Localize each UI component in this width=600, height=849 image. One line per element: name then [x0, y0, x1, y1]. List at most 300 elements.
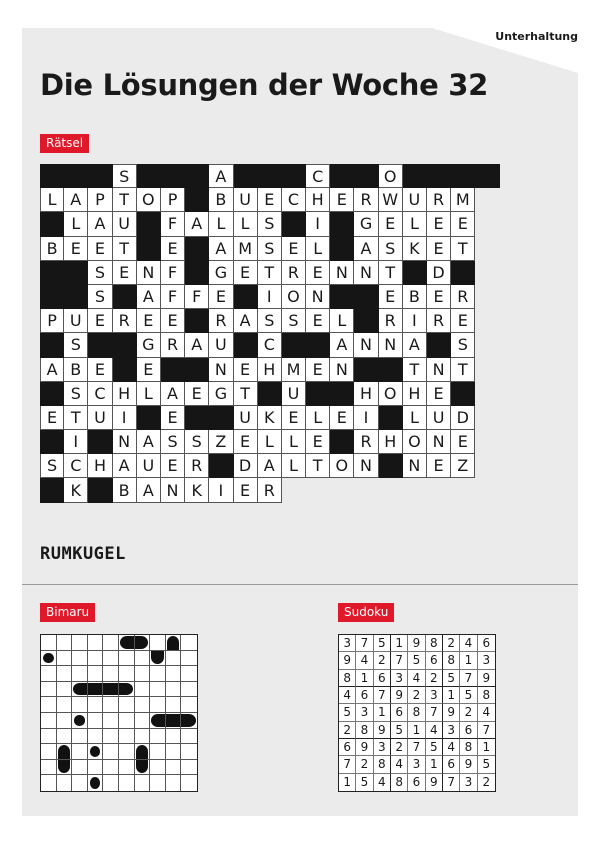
crossword-letter-cell: E — [161, 454, 185, 478]
crossword-letter-cell: E — [234, 358, 258, 382]
sudoku-cell: 9 — [478, 670, 495, 687]
sudoku-cell: 7 — [339, 756, 356, 773]
ship-segment — [58, 760, 71, 774]
bimaru-cell — [119, 760, 135, 776]
sudoku-cell: 2 — [443, 635, 460, 652]
sudoku-cell: 4 — [478, 704, 495, 721]
crossword-letter-cell: E — [306, 261, 330, 285]
raetsel-tag: Rätsel — [40, 134, 89, 153]
sudoku-cell: 9 — [460, 756, 477, 773]
sudoku-cell: 7 — [374, 687, 391, 704]
crossword-letter-cell: S — [451, 333, 475, 357]
sudoku-cell: 8 — [426, 635, 443, 652]
crossword-black-cell — [234, 333, 258, 357]
sudoku-cell: 1 — [426, 756, 443, 773]
bimaru-cell — [88, 775, 104, 791]
sudoku-cell: 9 — [339, 652, 356, 669]
sudoku-cell: 7 — [391, 652, 408, 669]
bimaru-cell — [88, 760, 104, 776]
crossword-letter-cell: L — [403, 212, 427, 236]
crossword-letter-cell: S — [88, 285, 112, 309]
crossword-letter-cell: A — [354, 237, 378, 261]
crossword-black-cell — [306, 382, 330, 406]
crossword-black-cell — [209, 454, 233, 478]
bimaru-cell — [119, 666, 135, 682]
category-label: Unterhaltung — [495, 30, 578, 43]
ship-segment — [167, 636, 180, 650]
bimaru-cell — [166, 651, 182, 667]
crossword-letter-cell: E — [282, 237, 306, 261]
crossword-solution: RUMKUGEL — [40, 544, 126, 564]
crossword-letter-cell: U — [403, 188, 427, 212]
bimaru-cell — [150, 713, 166, 729]
crossword-black-cell — [330, 237, 354, 261]
crossword-black-cell — [427, 164, 451, 188]
crossword-letter-cell: H — [306, 188, 330, 212]
bimaru-tag: Bimaru — [40, 603, 95, 622]
crossword-empty-area — [451, 478, 475, 502]
crossword-black-cell — [137, 237, 161, 261]
crossword-letter-cell: E — [427, 237, 451, 261]
crossword-black-cell — [185, 188, 209, 212]
crossword-black-cell — [185, 164, 209, 188]
crossword-black-cell — [403, 164, 427, 188]
sudoku-cell: 4 — [356, 652, 373, 669]
bimaru-cell — [72, 713, 88, 729]
ship-segment — [151, 714, 165, 727]
crossword-empty-area — [427, 478, 451, 502]
bimaru-cell — [41, 666, 57, 682]
crossword-letter-cell: O — [137, 188, 161, 212]
crossword-letter-cell: R — [113, 309, 137, 333]
section-divider — [22, 584, 578, 585]
crossword-black-cell — [185, 237, 209, 261]
bimaru-cell — [181, 775, 197, 791]
bimaru-cell — [103, 760, 119, 776]
crossword-letter-cell: E — [88, 309, 112, 333]
bimaru-cell — [103, 713, 119, 729]
bimaru-cell — [181, 635, 197, 651]
crossword-letter-cell: E — [258, 188, 282, 212]
sudoku-cell: 6 — [426, 652, 443, 669]
sudoku-cell: 8 — [391, 774, 408, 791]
sudoku-cell: 6 — [443, 756, 460, 773]
crossword-black-cell — [161, 164, 185, 188]
crossword-black-cell — [451, 164, 475, 188]
bimaru-cell — [135, 635, 151, 651]
sudoku-cell: 5 — [356, 774, 373, 791]
crossword-letter-cell: L — [306, 237, 330, 261]
sudoku-cell: 7 — [478, 722, 495, 739]
crossword-letter-cell: B — [403, 285, 427, 309]
bimaru-cell — [57, 697, 73, 713]
bimaru-cell — [150, 651, 166, 667]
bimaru-cell — [135, 775, 151, 791]
crossword-black-cell — [40, 164, 64, 188]
sudoku-cell: 1 — [356, 670, 373, 687]
sudoku-cell: 2 — [374, 652, 391, 669]
crossword-black-cell — [161, 358, 185, 382]
crossword-letter-cell: R — [451, 285, 475, 309]
crossword-letter-cell: R — [354, 430, 378, 454]
crossword-black-cell — [88, 430, 112, 454]
crossword-letter-cell: L — [137, 382, 161, 406]
crossword-letter-cell: K — [258, 406, 282, 430]
crossword-letter-cell: L — [40, 188, 64, 212]
crossword-letter-cell: G — [354, 212, 378, 236]
sudoku-tag: Sudoku — [338, 603, 394, 622]
bimaru-cell — [166, 760, 182, 776]
sudoku-cell: 1 — [443, 687, 460, 704]
ship-segment — [151, 651, 164, 665]
crossword-empty-area — [475, 430, 499, 454]
crossword-letter-cell: E — [379, 285, 403, 309]
sudoku-cell: 6 — [339, 739, 356, 756]
crossword-letter-cell: E — [282, 406, 306, 430]
crossword-letter-cell: T — [258, 261, 282, 285]
crossword-letter-cell: R — [379, 309, 403, 333]
crossword-letter-cell: R — [427, 188, 451, 212]
crossword-letter-cell: T — [113, 237, 137, 261]
crossword-letter-cell: A — [234, 309, 258, 333]
bimaru-cell — [88, 744, 104, 760]
crossword-letter-cell: P — [40, 309, 64, 333]
crossword-letter-cell: T — [234, 382, 258, 406]
bimaru-cell — [150, 635, 166, 651]
crossword-letter-cell: E — [88, 358, 112, 382]
sudoku-cell: 8 — [374, 756, 391, 773]
crossword-letter-cell: E — [451, 212, 475, 236]
bimaru-cell — [103, 729, 119, 745]
crossword-letter-cell: E — [234, 478, 258, 502]
crossword-letter-cell: A — [209, 237, 233, 261]
crossword-letter-cell: K — [64, 478, 88, 502]
crossword-letter-cell: W — [379, 188, 403, 212]
crossword-letter-cell: E — [64, 237, 88, 261]
sudoku-cell: 6 — [374, 670, 391, 687]
crossword-letter-cell: A — [137, 478, 161, 502]
crossword-letter-cell: E — [330, 406, 354, 430]
sudoku-cell: 3 — [408, 756, 425, 773]
bimaru-cell — [88, 651, 104, 667]
crossword-black-cell — [282, 164, 306, 188]
bimaru-cell — [103, 697, 119, 713]
bimaru-cell — [72, 666, 88, 682]
crossword-letter-cell: I — [113, 406, 137, 430]
sudoku-cell: 6 — [478, 635, 495, 652]
bimaru-cell — [41, 713, 57, 729]
crossword-black-cell — [403, 261, 427, 285]
ship-segment — [120, 636, 134, 649]
crossword-letter-cell: H — [113, 382, 137, 406]
crossword-letter-cell: H — [258, 358, 282, 382]
crossword-letter-cell: T — [403, 358, 427, 382]
sudoku-cell: 2 — [356, 756, 373, 773]
crossword-letter-cell: N — [379, 333, 403, 357]
crossword-letter-cell: A — [137, 430, 161, 454]
bimaru-cell — [181, 651, 197, 667]
crossword-letter-cell: E — [379, 212, 403, 236]
crossword-letter-cell: A — [185, 212, 209, 236]
crossword-letter-cell: E — [161, 237, 185, 261]
crossword-letter-cell: A — [403, 333, 427, 357]
crossword-black-cell — [40, 430, 64, 454]
crossword-black-cell — [185, 358, 209, 382]
crossword-black-cell — [64, 164, 88, 188]
bimaru-cell — [88, 697, 104, 713]
crossword-letter-cell: C — [282, 188, 306, 212]
ship-segment — [43, 653, 54, 664]
bimaru-cell — [103, 775, 119, 791]
crossword-empty-area — [475, 188, 499, 212]
bimaru-cell — [57, 729, 73, 745]
bimaru-cell — [72, 729, 88, 745]
crossword-empty-area — [475, 261, 499, 285]
bimaru-cell — [57, 760, 73, 776]
crossword-empty-area — [475, 382, 499, 406]
crossword-empty-area — [475, 358, 499, 382]
crossword-letter-cell: E — [427, 285, 451, 309]
crossword-black-cell — [88, 333, 112, 357]
crossword-letter-cell: K — [185, 478, 209, 502]
ship-segment — [88, 683, 103, 696]
crossword-letter-cell: A — [113, 454, 137, 478]
bimaru-cell — [72, 651, 88, 667]
bimaru-cell — [150, 729, 166, 745]
crossword-empty-area — [475, 212, 499, 236]
sudoku-cell: 2 — [426, 670, 443, 687]
crossword-letter-cell: G — [209, 382, 233, 406]
crossword-empty-area — [475, 454, 499, 478]
crossword-letter-cell: R — [209, 309, 233, 333]
bimaru-cell — [103, 666, 119, 682]
crossword-letter-cell: L — [330, 309, 354, 333]
bimaru-cell — [166, 729, 182, 745]
bimaru-cell — [119, 775, 135, 791]
crossword-empty-area — [475, 406, 499, 430]
sudoku-cell: 6 — [391, 704, 408, 721]
sudoku-cell: 5 — [460, 687, 477, 704]
crossword-black-cell — [354, 164, 378, 188]
crossword-black-cell — [330, 285, 354, 309]
bimaru-cell — [150, 666, 166, 682]
bimaru-cell — [57, 682, 73, 698]
crossword-letter-cell: S — [113, 164, 137, 188]
crossword-black-cell — [64, 285, 88, 309]
sudoku-cell: 2 — [339, 722, 356, 739]
sudoku-cell: 2 — [408, 687, 425, 704]
crossword-letter-cell: R — [354, 188, 378, 212]
crossword-letter-cell: U — [88, 406, 112, 430]
crossword-letter-cell: H — [379, 430, 403, 454]
sudoku-cell: 1 — [391, 635, 408, 652]
crossword-black-cell — [379, 406, 403, 430]
crossword-letter-cell: N — [427, 358, 451, 382]
sudoku-cell: 4 — [408, 670, 425, 687]
sudoku-cell: 3 — [374, 739, 391, 756]
crossword-letter-cell: U — [234, 188, 258, 212]
bimaru-cell — [41, 651, 57, 667]
crossword-letter-cell: N — [427, 430, 451, 454]
crossword-black-cell — [282, 212, 306, 236]
crossword-letter-cell: E — [185, 382, 209, 406]
crossword-black-cell — [64, 261, 88, 285]
page-title: Die Lösungen der Woche 32 — [40, 68, 489, 102]
crossword-letter-cell: S — [64, 382, 88, 406]
crossword-letter-cell: R — [161, 333, 185, 357]
bimaru-cell — [57, 651, 73, 667]
bimaru-cell — [41, 682, 57, 698]
sudoku-cell: 9 — [391, 687, 408, 704]
crossword-letter-cell: H — [403, 382, 427, 406]
crossword-letter-cell: U — [282, 382, 306, 406]
ship-segment — [136, 760, 149, 774]
sudoku-cell: 4 — [339, 687, 356, 704]
sudoku-cell: 3 — [426, 687, 443, 704]
bimaru-cell — [181, 682, 197, 698]
crossword-letter-cell: U — [209, 333, 233, 357]
bimaru-grid — [40, 634, 198, 792]
crossword-letter-cell: N — [161, 478, 185, 502]
bimaru-cell — [135, 651, 151, 667]
crossword-black-cell — [330, 430, 354, 454]
crossword-letter-cell: N — [354, 261, 378, 285]
crossword-black-cell — [137, 406, 161, 430]
crossword-black-cell — [137, 164, 161, 188]
crossword-letter-cell: C — [88, 382, 112, 406]
crossword-letter-cell: E — [40, 406, 64, 430]
sudoku-cell: 6 — [356, 687, 373, 704]
crossword-empty-area — [475, 237, 499, 261]
sudoku-cell: 3 — [443, 722, 460, 739]
bimaru-cell — [41, 729, 57, 745]
sudoku-cell: 3 — [478, 652, 495, 669]
bimaru-cell — [57, 775, 73, 791]
bimaru-cell — [181, 713, 197, 729]
crossword-letter-cell: E — [451, 309, 475, 333]
sudoku-cell: 3 — [391, 670, 408, 687]
sudoku-cell: 9 — [408, 635, 425, 652]
crossword-black-cell — [354, 309, 378, 333]
bimaru-cell — [166, 682, 182, 698]
crossword-black-cell — [185, 309, 209, 333]
bimaru-cell — [41, 744, 57, 760]
bimaru-cell — [57, 666, 73, 682]
sudoku-cell: 9 — [374, 722, 391, 739]
bimaru-cell — [135, 697, 151, 713]
crossword-letter-cell: S — [258, 309, 282, 333]
bimaru-cell — [88, 713, 104, 729]
crossword-letter-cell: A — [209, 164, 233, 188]
sudoku-cell: 1 — [339, 774, 356, 791]
sudoku-cell: 3 — [460, 774, 477, 791]
crossword-letter-cell: R — [282, 261, 306, 285]
crossword-letter-cell: E — [427, 382, 451, 406]
bimaru-cell — [135, 713, 151, 729]
crossword-letter-cell: N — [209, 358, 233, 382]
bimaru-cell — [72, 760, 88, 776]
sudoku-cell: 8 — [460, 739, 477, 756]
crossword-letter-cell: O — [379, 382, 403, 406]
crossword-letter-cell: N — [113, 430, 137, 454]
crossword-black-cell — [258, 164, 282, 188]
bimaru-cell — [41, 760, 57, 776]
bimaru-cell — [135, 760, 151, 776]
bimaru-cell — [119, 635, 135, 651]
crossword-letter-cell: A — [185, 333, 209, 357]
sudoku-cell: 5 — [426, 739, 443, 756]
crossword-black-cell — [40, 478, 64, 502]
crossword-letter-cell: S — [258, 237, 282, 261]
crossword-letter-cell: S — [40, 454, 64, 478]
sudoku-cell: 8 — [443, 652, 460, 669]
crossword-letter-cell: B — [40, 237, 64, 261]
bimaru-cell — [150, 682, 166, 698]
crossword-black-cell — [330, 164, 354, 188]
crossword-black-cell — [379, 454, 403, 478]
bimaru-cell — [135, 729, 151, 745]
crossword-letter-cell: H — [354, 382, 378, 406]
crossword-empty-area — [282, 478, 306, 502]
crossword-letter-cell: N — [330, 358, 354, 382]
bimaru-cell — [119, 697, 135, 713]
crossword-letter-cell: D — [234, 454, 258, 478]
bimaru-cell — [57, 744, 73, 760]
sudoku-cell: 5 — [374, 635, 391, 652]
bimaru-cell — [41, 697, 57, 713]
sudoku-cell: 7 — [443, 774, 460, 791]
crossword-black-cell — [40, 333, 64, 357]
bimaru-cell — [119, 682, 135, 698]
crossword-letter-cell: I — [64, 430, 88, 454]
crossword-black-cell — [354, 358, 378, 382]
crossword-letter-cell: E — [234, 430, 258, 454]
sudoku-cell: 9 — [443, 704, 460, 721]
sudoku-cell: 5 — [339, 704, 356, 721]
crossword-letter-cell: T — [451, 358, 475, 382]
crossword-letter-cell: L — [403, 406, 427, 430]
crossword-black-cell — [40, 212, 64, 236]
crossword-letter-cell: I — [354, 406, 378, 430]
sudoku-cell: 1 — [408, 722, 425, 739]
sudoku-cell: 5 — [408, 652, 425, 669]
ship-segment — [103, 683, 118, 696]
bimaru-cell — [166, 744, 182, 760]
crossword-letter-cell: Z — [209, 430, 233, 454]
crossword-letter-cell: M — [234, 237, 258, 261]
crossword-letter-cell: I — [258, 285, 282, 309]
crossword-black-cell — [258, 382, 282, 406]
crossword-empty-area — [475, 333, 499, 357]
crossword-letter-cell: E — [427, 212, 451, 236]
sudoku-cell: 4 — [443, 739, 460, 756]
crossword-letter-cell: R — [258, 478, 282, 502]
ship-segment — [166, 714, 181, 727]
bimaru-cell — [72, 744, 88, 760]
crossword-letter-cell: T — [451, 237, 475, 261]
crossword-letter-cell: E — [451, 430, 475, 454]
bimaru-cell — [57, 713, 73, 729]
sudoku-cell: 1 — [460, 652, 477, 669]
bimaru-cell — [103, 635, 119, 651]
crossword-letter-cell: S — [258, 212, 282, 236]
crossword-letter-cell: A — [88, 212, 112, 236]
sudoku-cell: 9 — [356, 739, 373, 756]
bimaru-cell — [166, 635, 182, 651]
crossword-black-cell — [451, 261, 475, 285]
crossword-letter-cell: E — [113, 261, 137, 285]
crossword-letter-cell: N — [403, 454, 427, 478]
